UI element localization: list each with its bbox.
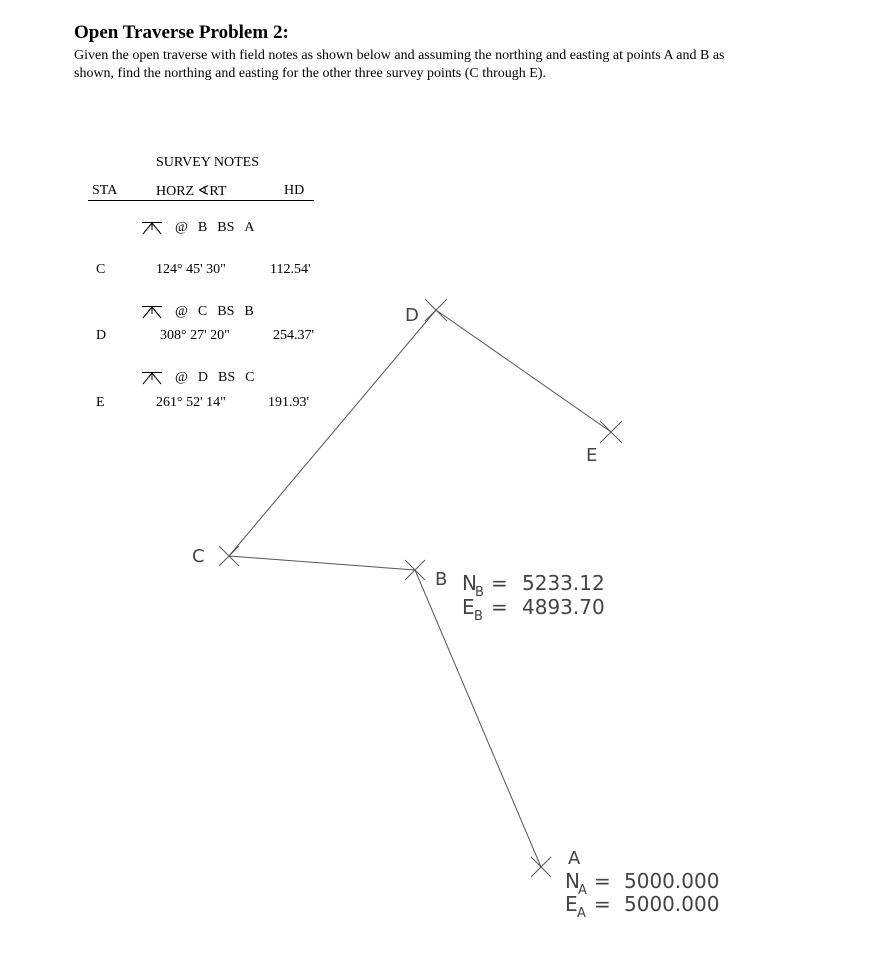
setup-bs: BS: [217, 220, 235, 235]
setup-at: @: [175, 220, 188, 235]
point-label-b: B: [435, 569, 448, 590]
point-label-d: D: [405, 305, 419, 326]
column-header-hd: HD: [284, 183, 305, 198]
distance-value: 112.54': [270, 262, 311, 277]
setup-bs: BS: [218, 370, 236, 385]
northing-subscript: A: [578, 883, 587, 898]
point-label-c: C: [192, 546, 205, 567]
setup-occupied-station: D: [197, 370, 209, 385]
easting-subscript: B: [474, 609, 483, 624]
easting-value: 4893.70: [522, 595, 605, 619]
angle-value: 261° 52' 14": [156, 395, 226, 410]
northing-symbol: N: [462, 571, 477, 595]
column-header-angle: HORZ ∢RT: [156, 184, 227, 199]
problem-description: Given the open traverse with field notes as shown below and assuming the northing and easting at points A and B as shown, find the northing and easting for the other three survey points (C through E).: [74, 48, 725, 81]
point-marker-e: [600, 421, 622, 443]
point-marker-a: [531, 857, 551, 877]
station-label: E: [96, 395, 105, 410]
easting-subscript: A: [577, 906, 586, 921]
column-header-sta: STA: [92, 183, 118, 198]
setup-occupied-station: B: [197, 220, 208, 235]
equals-sign: =: [491, 595, 508, 619]
point-marker-c: [219, 546, 239, 566]
setup-backsight-station: C: [245, 370, 255, 385]
station-label: D: [96, 328, 107, 343]
page-title: Open Traverse Problem 2:: [74, 22, 289, 43]
equals-sign: =: [491, 571, 508, 595]
angle-value: 124° 45' 30": [156, 262, 226, 277]
setup-occupied-station: C: [197, 304, 208, 319]
easting-symbol: E: [462, 595, 475, 619]
traverse-leg-c-d: [229, 310, 436, 556]
setup-at: @: [175, 304, 188, 319]
northing-value: 5000.000: [624, 869, 720, 893]
setup-backsight-station: B: [244, 304, 254, 319]
easting-symbol: E: [565, 892, 578, 916]
point-marker-b: [405, 560, 425, 580]
distance-value: 191.93': [268, 395, 310, 410]
northing-value: 5233.12: [522, 571, 605, 595]
point-label-e: E: [586, 445, 598, 466]
point-a-easting: [565, 892, 719, 921]
survey-notes-heading: SURVEY NOTES: [156, 155, 259, 170]
setup-backsight-station: A: [244, 220, 255, 235]
station-label: C: [96, 262, 106, 277]
equals-sign: =: [594, 892, 611, 916]
setup-at: @: [175, 370, 188, 385]
point-label-a: A: [568, 848, 581, 869]
point-marker-d: [425, 299, 447, 321]
northing-symbol: N: [565, 869, 580, 893]
traverse-leg-b-c: [229, 556, 415, 570]
angle-value: 308° 27' 20": [160, 328, 230, 343]
setup-bs: BS: [217, 304, 235, 319]
northing-subscript: B: [475, 585, 484, 600]
traverse-leg-d-e: [436, 310, 611, 432]
distance-value: 254.37': [273, 328, 315, 343]
easting-value: 5000.000: [624, 892, 720, 916]
equals-sign: =: [594, 869, 611, 893]
